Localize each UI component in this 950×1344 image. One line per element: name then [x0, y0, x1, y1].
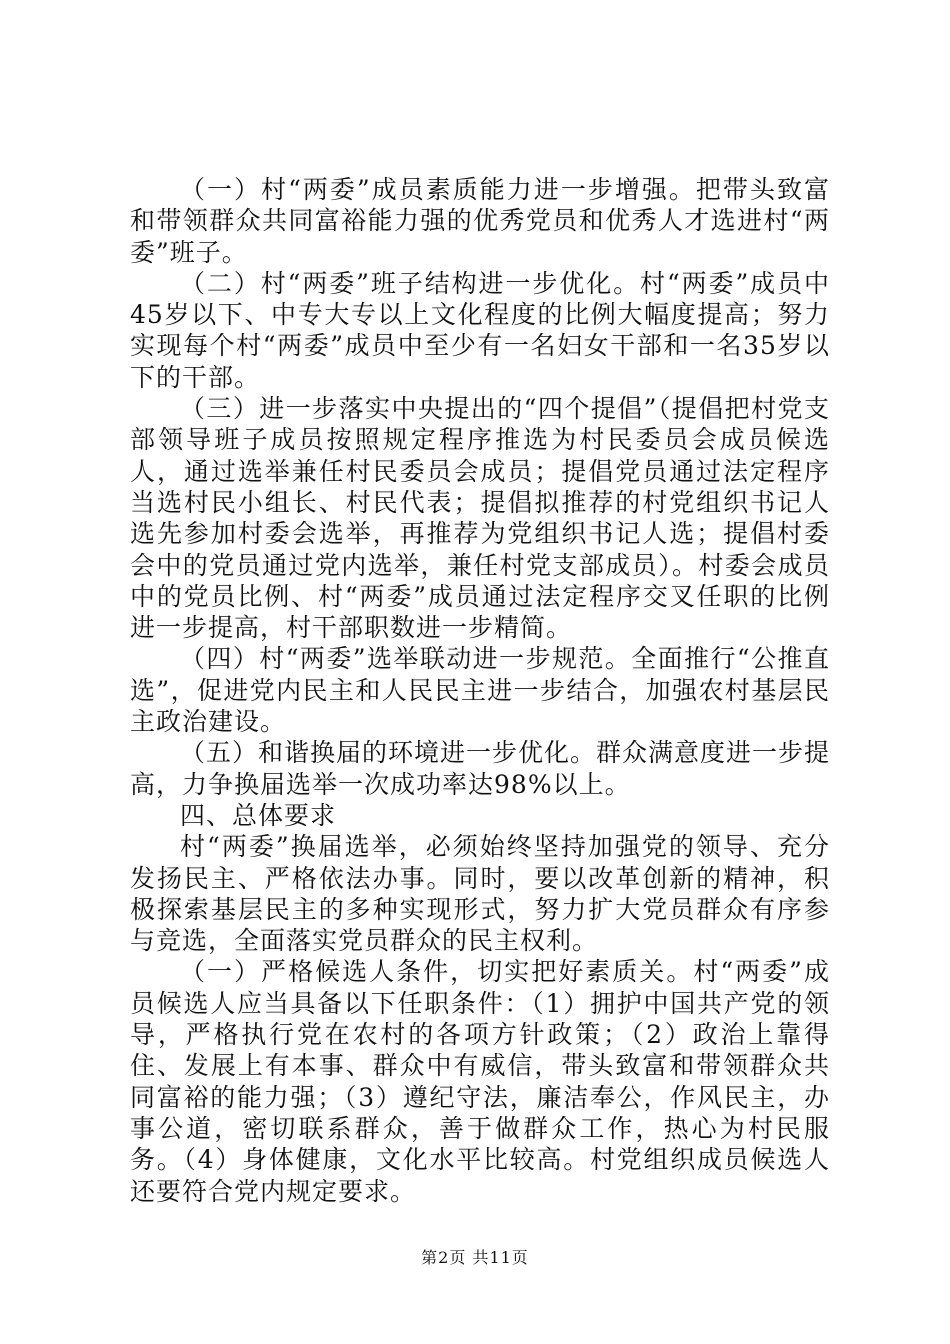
paragraph: （二）村“两委”班子结构进一步优化。村“两委”成员中45岁以下、中专大专以上文化程度的比例大幅度提高；努力实现每个村“两委”成员中至少有一名妇女干部和一名35岁以下的干部。 — [130, 268, 831, 392]
paragraph: （三）进一步落实中央提出的“四个提倡”（提倡把村党支部领导班子成员按照规定程序推选为村民委员会成员候选人，通过选举兼任村民委员会成员；提倡党员通过法定程序当选村民小组长、村民代表；提倡拟推荐的村党组织书记人选先参加村委会选举，再推荐为党组织书记人选；提倡村委会中的党员通过党内选举，兼任村党支部成员）。村委会成员中的党员比例、村“两委”成员通过法定程序交叉任职的比例进一步提高，村干部职数进一步精简。 — [130, 394, 830, 643]
paragraph: （一）严格候选人条件，切实把好素质关。村“两委”成员候选人应当具备以下任职条件：（1）拥护中国共产党的领导，严格执行党在农村的各项方针政策；（2）政治上靠得住、发展上有本事、群众中有威信，带头致富和带领群众共同富裕的能力强；（3）遵纪守法，廉洁奉公，作风民主，办事公道，密切联系群众，善于做群众工作，热心为村民服务。（4）身体健康，文化水平比较高。村党组织成员候选人还要符合党内规定要求。 — [130, 957, 830, 1206]
paragraph: （四）村“两委”选举联动进一步规范。全面推行“公推直选”，促进党内民主和人民民主进一步结合，加强农村基层民主政治建设。 — [130, 644, 830, 737]
paragraph: （一）村“两委”成员素质能力进一步增强。把带头致富和带领群众共同富裕能力强的优秀党员和优秀人才选进村“两委”班子。 — [130, 175, 830, 267]
paragraph: 村“两委”换届选举，必须始终坚持加强党的领导、充分发扬民主、严格依法办事。同时，要以改革创新的精神，积极探索基层民主的多种实现形式，努力扩大党员群众有序参与竞选，全面落实党员群众的民主权利。 — [130, 832, 830, 956]
paragraph: （五）和谐换届的环境进一步优化。群众满意度进一步提高，力争换届选举一次成功率达98%以上。 — [130, 738, 831, 799]
page-number-footer: 第2页 共11页 — [421, 1248, 529, 1267]
section-heading: 四、总体要求 — [180, 800, 337, 830]
document-body — [130, 174, 830, 1207]
